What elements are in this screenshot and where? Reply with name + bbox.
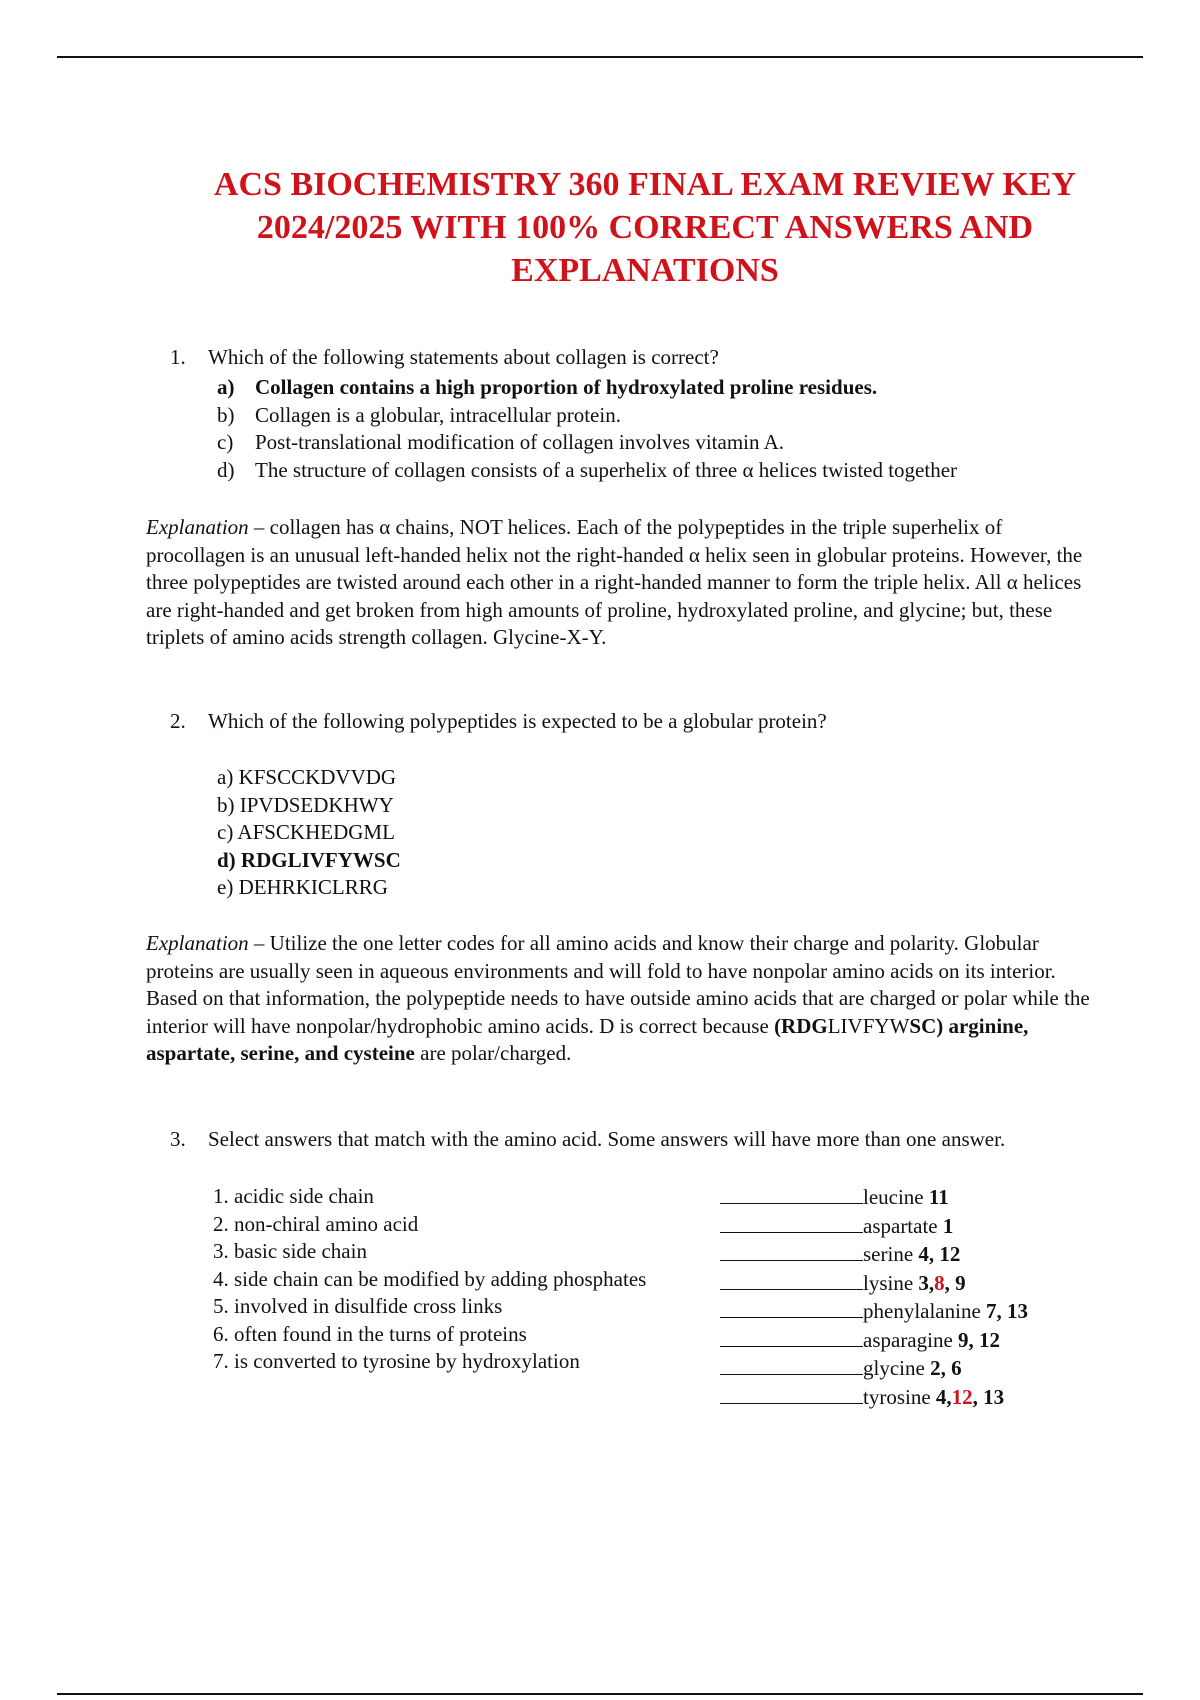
criterion: 1. acidic side chain bbox=[213, 1184, 374, 1208]
criterion: 6. often found in the turns of proteins bbox=[213, 1321, 527, 1346]
answer-blank bbox=[720, 1183, 863, 1204]
question-text: Select answers that match with the amino acid. Some answers will have more than one answer. bbox=[208, 1127, 1006, 1151]
question-text: Which of the following polypeptides is expected to be a globular protein? bbox=[208, 709, 827, 733]
match-row: lysine 3, 8 , 9 bbox=[720, 1269, 1028, 1298]
answer-blank bbox=[720, 1354, 863, 1375]
question-text: Which of the following statements about collagen is correct? bbox=[208, 345, 719, 369]
criterion: 4. side chain can be modified by adding phosphates bbox=[213, 1266, 647, 1291]
match-row: leucine 11 bbox=[720, 1183, 1028, 1212]
match-row: tyrosine 4, 12 , 13 bbox=[720, 1383, 1028, 1412]
answer-blank bbox=[720, 1326, 863, 1347]
top-rule bbox=[57, 56, 1143, 58]
bottom-rule bbox=[57, 1693, 1143, 1695]
match-row: asparagine 9, 12 bbox=[720, 1326, 1028, 1355]
question-number: 3. bbox=[170, 1127, 186, 1151]
option-c: c) Post-translational modification of collagen involves vitamin A. bbox=[217, 430, 784, 454]
criteria-list bbox=[213, 1183, 663, 1376]
question-2-explanation: Explanation – Utilize the one letter codes for all amino acids and know their charge and polarity. Globular proteins are usually seen in aqueous environments and will fold to have nonpolar amino acids on its interior. Based on that information, the polypeptide needs to have outside amino acids that are charged or polar while the interior will have nonpolar/hydrophobic amino acids. D is correct because (RDGLIVFYWSC) arginine, aspartate, serine, and cysteine are polar/charged. bbox=[146, 931, 1090, 1065]
option-b: b) IPVDSEDKHWY bbox=[217, 792, 394, 817]
match-row: phenylalanine 7, 13 bbox=[720, 1297, 1028, 1326]
answer-blank bbox=[720, 1269, 863, 1290]
answer-blank bbox=[720, 1297, 863, 1318]
document-title: ACS BIOCHEMISTRY 360 FINAL EXAM REVIEW KEY 2024/2025 WITH 100% CORRECT ANSWERS AND EXPLANATIONS bbox=[213, 166, 1077, 289]
question-1 bbox=[170, 344, 1100, 371]
question-number: 1. bbox=[170, 345, 186, 369]
option-d: d) RDGLIVFYWSC bbox=[217, 847, 401, 872]
question-2 bbox=[170, 708, 1100, 735]
option-b: b) Collagen is a globular, intracellular protein. bbox=[217, 402, 621, 427]
question-2-options bbox=[217, 764, 401, 902]
answer-blank bbox=[720, 1240, 863, 1261]
criterion: 2. non-chiral amino acid bbox=[213, 1211, 419, 1236]
amino-acid-match-list bbox=[720, 1183, 1028, 1411]
option-a: a) Collagen contains a high proportion of hydroxylated proline residues. bbox=[217, 375, 878, 399]
option-a: a) KFSCCKDVVDG bbox=[217, 765, 397, 789]
question-number: 2. bbox=[170, 709, 186, 733]
question-3 bbox=[170, 1126, 1100, 1153]
option-e: e) DEHRKICLRRG bbox=[217, 875, 388, 899]
match-row: serine 4, 12 bbox=[720, 1240, 1028, 1269]
option-c: c) AFSCKHEDGML bbox=[217, 820, 395, 844]
criterion: 5. involved in disulfide cross links bbox=[213, 1294, 503, 1318]
option-d: d) The structure of collagen consists of a superhelix of three α helices twisted together bbox=[217, 457, 958, 482]
criterion: 3. basic side chain bbox=[213, 1239, 367, 1263]
match-row: aspartate 1 bbox=[720, 1212, 1028, 1241]
match-row: glycine 2, 6 bbox=[720, 1354, 1028, 1383]
criterion: 7. is converted to tyrosine by hydroxylation bbox=[213, 1349, 580, 1373]
question-1-options bbox=[217, 374, 957, 484]
answer-blank bbox=[720, 1212, 863, 1233]
question-1-explanation: Explanation – collagen has α chains, NOT helices. Each of the polypeptides in the triple superhelix of procollagen is an unusual left-handed helix not the right-handed α helix seen in globular proteins. However, the three polypeptides are twisted around each other in a right-handed manner to form the triple helix. All α helices are right-handed and get broken from high amounts of proline, hydroxylated proline, and glycine; but, these triplets of amino acids strength collagen. Glycine-X-Y. bbox=[146, 515, 1083, 649]
answer-blank bbox=[720, 1383, 863, 1404]
